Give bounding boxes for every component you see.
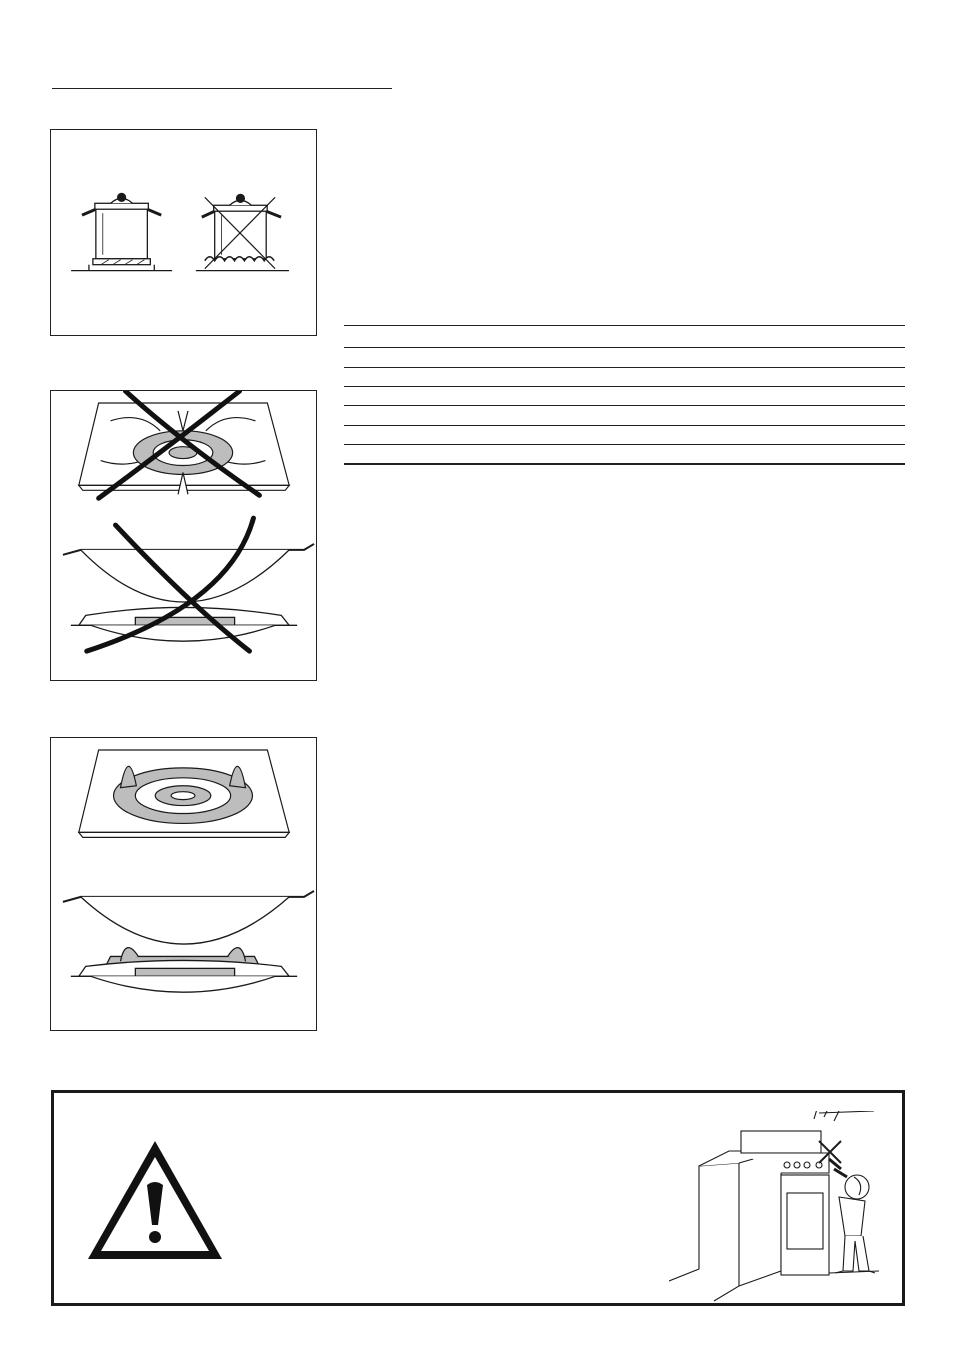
figure-wok-with-ring xyxy=(50,737,317,1031)
burner-diameter-table xyxy=(344,325,905,465)
child-reaching-hob-icon xyxy=(669,1111,879,1303)
table-row xyxy=(344,425,905,426)
table-row xyxy=(344,367,905,368)
wok-on-ring-icon xyxy=(63,891,314,992)
table-row xyxy=(344,386,905,387)
table-row xyxy=(344,444,905,445)
warning-triangle-icon xyxy=(84,1137,226,1263)
wok-without-ring-illustration xyxy=(51,391,316,680)
wok-pan-icon xyxy=(63,544,314,641)
hob-grid-with-ring-icon xyxy=(79,750,289,837)
pot-correct-icon xyxy=(71,193,172,270)
hob-grid-top-icon xyxy=(79,403,289,494)
pot-wrong-icon xyxy=(196,194,289,270)
table-row xyxy=(344,325,905,326)
figure-wok-without-ring xyxy=(50,390,317,681)
warning-box xyxy=(51,1090,905,1306)
wok-with-ring-illustration xyxy=(51,738,316,1030)
header-rule xyxy=(52,88,392,89)
table-row xyxy=(344,405,905,406)
table-row xyxy=(344,463,905,465)
pot-size-illustration xyxy=(51,130,316,335)
figure-pot-size xyxy=(50,129,317,336)
table-row xyxy=(344,347,905,348)
